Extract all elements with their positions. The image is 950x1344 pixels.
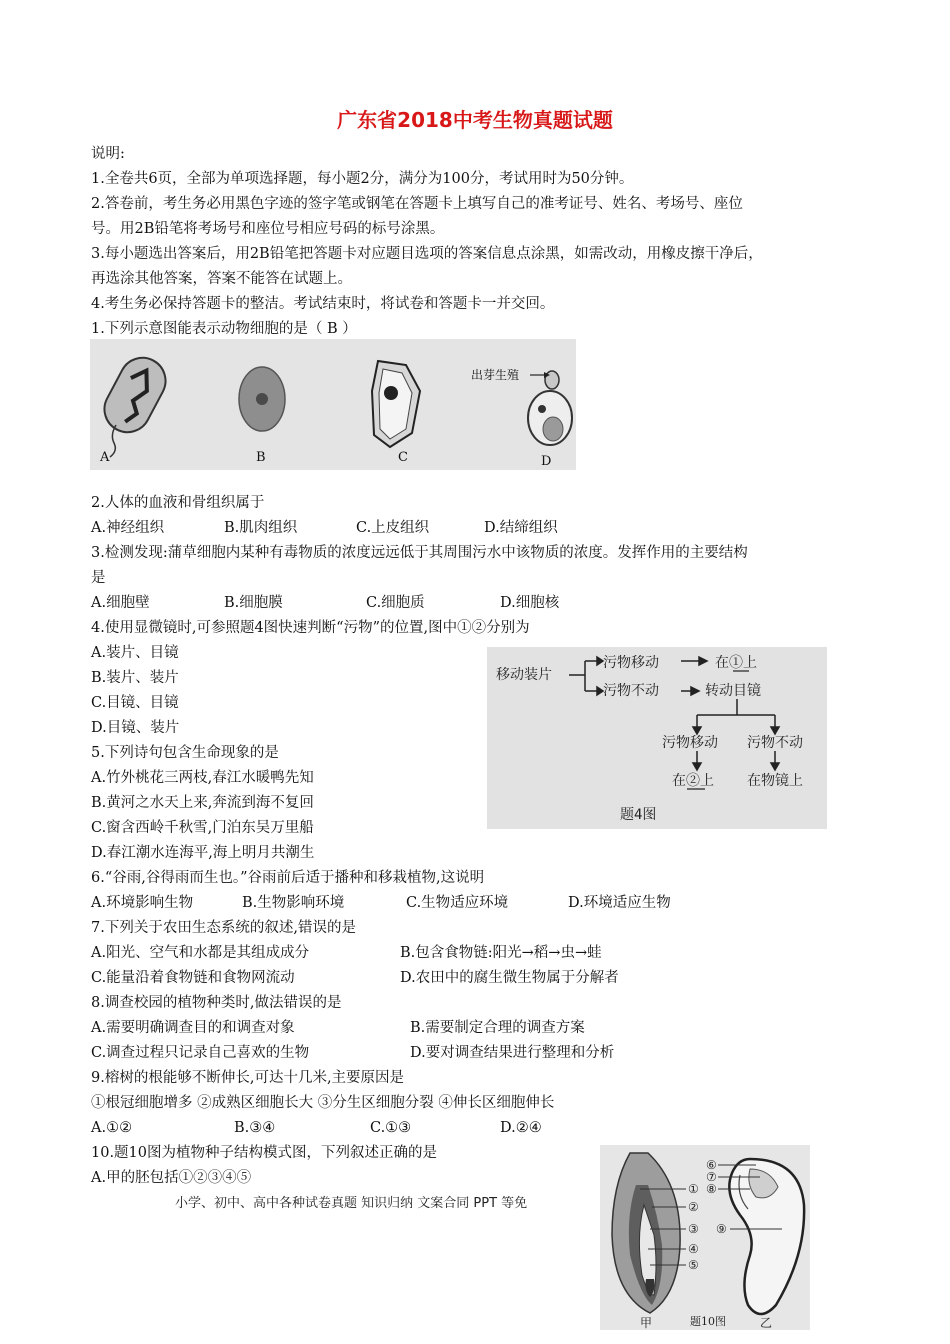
q8-option-a: A.需要明确调查目的和调查对象 [91, 1020, 295, 1036]
instruction-line: 1.全卷共6页，全部为单项选择题，每小题2分，满分为100分，考试用时为50分钟。 [91, 171, 634, 187]
footer-note: 小学、初中、高中各种试卷真题 知识归纳 文案合同 PPT 等免 [175, 1196, 528, 1211]
q6-option-b: B.生物影响环境 [242, 895, 345, 911]
instruction-line: 2.答卷前，考生务必用黑色字迹的签字笔或钢笔在答题卡上填写自己的准考证号、姓名、考场号、座位 [91, 196, 743, 212]
fig-label-a: A [100, 450, 110, 465]
corn-seed-drawing [612, 1153, 680, 1313]
instruction-line: 再选涂其他答案，答案不能答在试题上。 [91, 271, 352, 287]
q3-option-a: A.细胞壁 [91, 595, 150, 611]
seed-label: ③ [688, 1222, 699, 1236]
q4-option-c: C.目镜、目镜 [91, 695, 179, 711]
q9-option-d: D.②④ [500, 1120, 542, 1136]
fig-label-c: C [398, 450, 408, 465]
q10-stem: 10.题10图为植物种子结构模式图，下列叙述正确的是 [91, 1145, 438, 1161]
q9-statements: ①根冠细胞增多 ②成熟区细胞长大 ③分生区细胞分裂 ④伸长区细胞伸长 [91, 1095, 555, 1111]
q5-option-b: B.黄河之水天上来,奔流到海不复回 [91, 795, 314, 811]
fig-label-d: D [541, 454, 552, 469]
q10-figure-caption: 题10图 [690, 1315, 726, 1328]
q5-option-c: C.窗含西岭千秋雪,门泊东吴万里船 [91, 820, 314, 836]
q4-flowchart-figure [487, 647, 827, 829]
q10-option-a: A.甲的胚包括①②③④⑤ [91, 1170, 252, 1186]
budding-label: 出芽生殖 [471, 368, 520, 382]
jia-label: 甲 [640, 1316, 653, 1330]
plant-cell-drawing [372, 361, 420, 447]
q6-option-c: C.生物适应环境 [406, 895, 509, 911]
q10-seed-figure [600, 1145, 810, 1330]
q8-option-d: D.要对调查结果进行整理和分析 [410, 1045, 615, 1061]
dirt-still-label: 污物不动 [603, 683, 659, 699]
q2-option-b: B.肌肉组织 [224, 520, 298, 536]
dirt-moves-2-label: 污物移动 [662, 735, 718, 751]
dirt-moves-label: 污物移动 [603, 655, 659, 671]
q4-stem: 4.使用显微镜时,可参照题4图快速判断“污物”的位置,图中①②分别为 [91, 620, 530, 636]
q3-option-c: C.细胞质 [366, 595, 425, 611]
seed-label: ① [688, 1182, 699, 1196]
instruction-line: 4.考生务必保持答题卡的整洁。考试结束时，将试卷和答题卡一并交回。 [91, 296, 555, 312]
turn-eyepiece-label: 转动目镜 [705, 683, 761, 699]
q3-option-d: D.细胞核 [500, 595, 560, 611]
q1-stem: 1.下列示意图能表示动物细胞的是（ B ） [91, 321, 357, 337]
q4-figure-caption: 题4图 [620, 807, 657, 823]
seed-label: ⑨ [716, 1222, 727, 1236]
instructions-heading: 说明: [91, 146, 125, 162]
seed-label: ⑧ [706, 1182, 717, 1196]
q9-stem: 9.榕树的根能够不断伸长,可达十几米,主要原因是 [91, 1070, 405, 1086]
q7-stem: 7.下列关于农田生态系统的叙述,错误的是 [91, 920, 356, 936]
q2-stem: 2.人体的血液和骨组织属于 [91, 495, 265, 511]
seed-label: ④ [688, 1242, 699, 1256]
page-title: 广东省2018中考生物真题试题 [337, 108, 613, 132]
q6-option-a: A.环境影响生物 [91, 895, 194, 911]
bean-seed-drawing [729, 1159, 804, 1314]
q4-option-b: B.装片、装片 [91, 670, 179, 686]
q9-option-c: C.①③ [370, 1120, 412, 1136]
seed-label: ⑦ [706, 1170, 717, 1184]
q9-option-a: A.①② [91, 1120, 133, 1136]
q2-option-a: A.神经组织 [91, 520, 165, 536]
instruction-line: 3.每小题选出答案后，用2B铅笔把答题卡对应题目选项的答案信息点涂黑，如需改动，用橡皮擦干净后， [91, 246, 763, 262]
q3-stem-cont: 是 [91, 570, 106, 586]
q3-stem: 3.检测发现:蒲草细胞内某种有毒物质的浓度远远低于其周围污水中该物质的浓度。发挥作用的主要结构 [91, 545, 748, 561]
move-slide-label: 移动装片 [496, 667, 552, 683]
instruction-line: 号。用2B铅笔将考场号和座位号相应号码的标号涂黑。 [91, 221, 445, 237]
q5-option-d: D.春江潮水连海平,海上明月共潮生 [91, 845, 315, 861]
q7-option-a: A.阳光、空气和水都是其组成成分 [91, 945, 310, 961]
seed-label: ⑤ [688, 1258, 699, 1272]
on-1-label: 在①上 [715, 655, 757, 671]
q4-option-d: D.目镜、装片 [91, 720, 180, 736]
q3-option-b: B.细胞膜 [224, 595, 283, 611]
q8-stem: 8.调查校园的植物种类时,做法错误的是 [91, 995, 342, 1011]
q4-option-a: A.装片、目镜 [91, 645, 179, 661]
q2-option-c: C.上皮组织 [356, 520, 430, 536]
q9-option-b: B.③④ [234, 1120, 276, 1136]
q6-stem: 6.“谷雨,谷得雨而生也。”谷雨前后适于播种和移栽植物,这说明 [91, 870, 485, 886]
q7-option-c: C.能量沿着食物链和食物网流动 [91, 970, 295, 986]
q1-cell-figure [90, 339, 576, 470]
q6-option-d: D.环境适应生物 [568, 895, 671, 911]
fig-label-b: B [256, 450, 266, 465]
q7-option-b: B.包含食物链:阳光→稻→虫→蛙 [400, 945, 602, 961]
q8-option-c: C.调查过程只记录自己喜欢的生物 [91, 1045, 310, 1061]
seed-label: ② [688, 1200, 699, 1214]
q5-stem: 5.下列诗句包含生命现象的是 [91, 745, 279, 761]
q8-option-b: B.需要制定合理的调查方案 [410, 1020, 585, 1036]
q7-option-d: D.农田中的腐生微生物属于分解者 [400, 970, 619, 986]
yi-label: 乙 [760, 1316, 773, 1330]
bacterium-cell-drawing [96, 350, 173, 457]
dirt-still-2-label: 污物不动 [747, 735, 803, 751]
on-objective-label: 在物镜上 [747, 773, 803, 789]
on-2-label: 在②上 [672, 773, 714, 789]
yeast-cell-drawing [528, 371, 572, 445]
q2-option-d: D.结缔组织 [484, 520, 558, 536]
q5-option-a: A.竹外桃花三两枝,春江水暖鸭先知 [91, 770, 314, 786]
animal-cell-drawing [239, 367, 285, 431]
seed-label: ⑥ [706, 1158, 717, 1172]
